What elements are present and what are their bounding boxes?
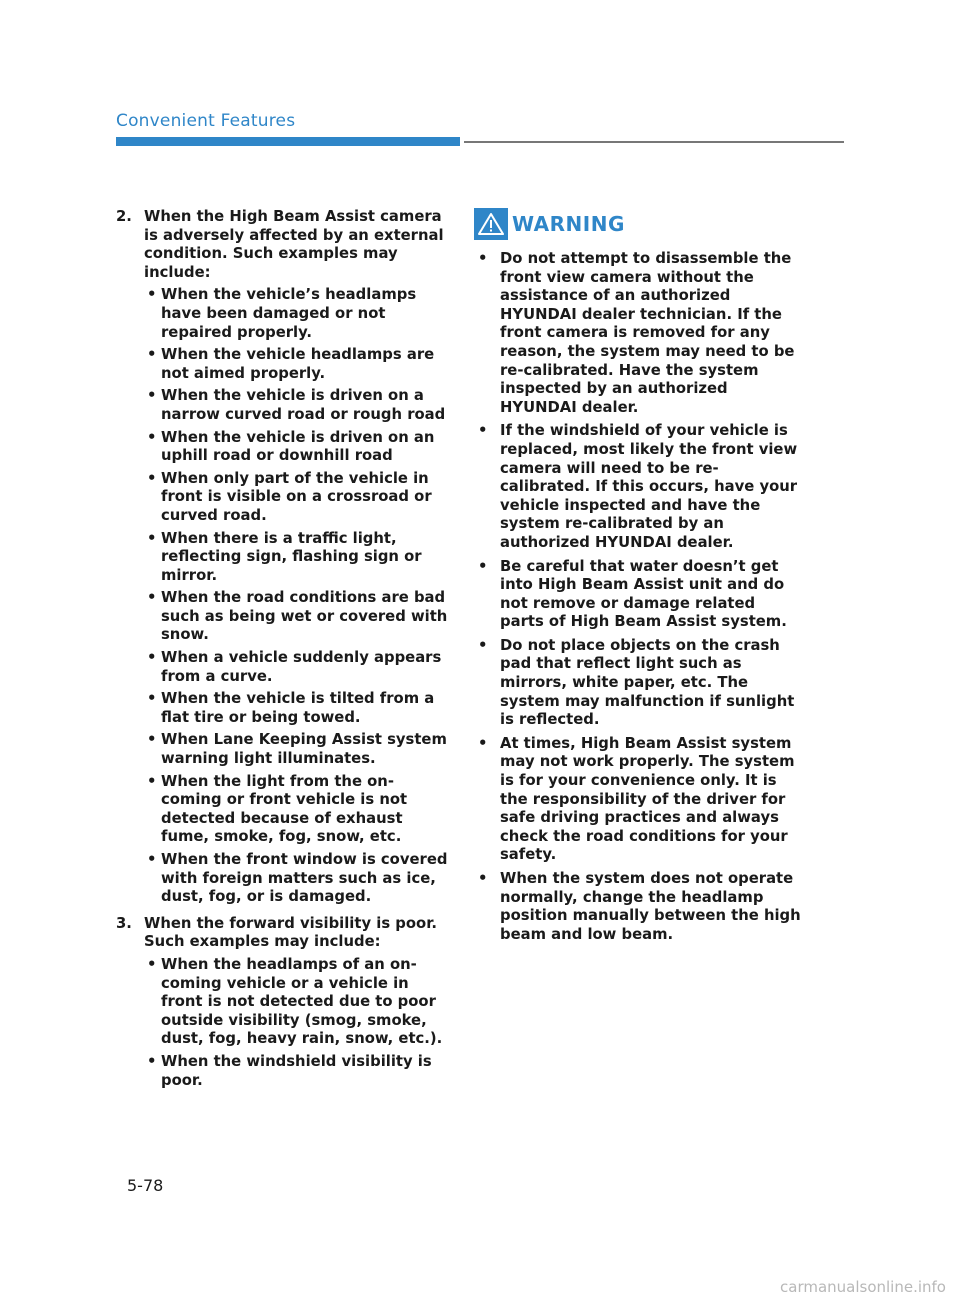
warning-header bbox=[474, 208, 804, 240]
list-item: • When the vehicle’s headlamps have been damaged or not repaired properly. bbox=[144, 286, 448, 342]
section-title: Convenient Features bbox=[116, 111, 296, 131]
bullet-icon: • bbox=[147, 955, 157, 973]
list-item: • When the vehicle is tilted from a flat tire or being towed. bbox=[144, 690, 448, 727]
bullet-icon: • bbox=[147, 469, 157, 487]
page-number: 5-78 bbox=[127, 1176, 164, 1195]
left-column bbox=[116, 208, 448, 1094]
item-text: When the High Beam Assist camera is adversely affected by an external condition. Such examples may include: bbox=[144, 208, 444, 281]
bullet-icon: • bbox=[147, 346, 157, 364]
warning-bullet-list bbox=[474, 250, 804, 944]
bullet-icon: • bbox=[147, 529, 157, 547]
item-number: 3. bbox=[116, 914, 132, 932]
list-item: • When there is a traffic light, reflecting sign, flashing sign or mirror. bbox=[144, 530, 448, 586]
list-item: • When the windshield visibility is poor. bbox=[144, 1053, 448, 1090]
list-item: • When the road conditions are bad such as being wet or covered with snow. bbox=[144, 589, 448, 645]
warning-label: WARNING bbox=[512, 211, 625, 236]
list-item: • When the system does not operate normally, change the headlamp position manually between the high beam and low beam. bbox=[474, 870, 804, 944]
header-rule-accent bbox=[116, 137, 460, 146]
bullet-icon: • bbox=[147, 1052, 157, 1070]
right-column bbox=[474, 208, 804, 949]
list-item: • Do not place objects on the crash pad that reflect light such as mirrors, white paper, etc. The system may malfunction if sunlight is reflected. bbox=[474, 637, 804, 730]
bullet-icon: • bbox=[478, 734, 488, 752]
item-number: 2. bbox=[116, 208, 132, 225]
bullet-icon: • bbox=[147, 387, 157, 405]
list-item: • When Lane Keeping Assist system warning light illuminates. bbox=[144, 731, 448, 768]
bullet-icon: • bbox=[147, 286, 157, 304]
bullet-icon: • bbox=[147, 649, 157, 667]
list-item: • When the vehicle is driven on a narrow curved road or rough road bbox=[144, 387, 448, 424]
bullet-icon: • bbox=[147, 428, 157, 446]
numbered-item bbox=[116, 208, 448, 911]
item-text: When the forward visibility is poor. Such examples may include: bbox=[144, 914, 438, 951]
bullet-icon: • bbox=[147, 851, 157, 868]
bullet-icon: • bbox=[147, 589, 157, 607]
header-rule-gray bbox=[464, 141, 844, 143]
numbered-item bbox=[116, 915, 448, 1094]
list-item: • When the light from the on-coming or front vehicle is not detected because of exhaust fume, smoke, fog, snow, etc. bbox=[144, 773, 448, 847]
watermark: carmanualsonline.info bbox=[780, 1278, 946, 1296]
list-item: • When the headlamps of an on-coming vehicle or a vehicle in front is not detected due to poor outside visibility (smog, smoke, dust, fog, heavy rain, snow, etc.). bbox=[144, 956, 448, 1049]
list-item: • When the vehicle headlamps are not aimed properly. bbox=[144, 346, 448, 383]
list-item: • Be careful that water doesn’t get into High Beam Assist unit and do not remove or damage related parts of High Beam Assist system. bbox=[474, 558, 804, 632]
list-item: • When the vehicle is driven on an uphill road or downhill road bbox=[144, 429, 448, 466]
list-item: • When a vehicle suddenly appears from a curve. bbox=[144, 649, 448, 686]
bullet-icon: • bbox=[478, 636, 488, 654]
list-item: • If the windshield of your vehicle is replaced, most likely the front view camera will need to be re-calibrated. If this occurs, have your vehicle inspected and have the system re-calibrated by an authorized HYUNDAI dealer. bbox=[474, 422, 804, 552]
bullet-icon: • bbox=[147, 731, 157, 749]
bullet-icon: • bbox=[478, 557, 488, 575]
warning-triangle-icon bbox=[474, 208, 508, 240]
bullet-icon: • bbox=[478, 870, 488, 887]
list-item: • When the front window is covered with foreign matters such as ice, dust, fog, or is damaged. bbox=[144, 851, 448, 907]
sub-bullet-list bbox=[144, 286, 448, 906]
bullet-icon: • bbox=[147, 690, 157, 708]
list-item: • Do not attempt to disassemble the front view camera without the assistance of an authorized HYUNDAI dealer technician. If the front camera is removed for any reason, the system may need to be re-calibrated. Have the system inspected by an authorized HYUNDAI dealer. bbox=[474, 250, 804, 417]
list-item: • When only part of the vehicle in front is visible on a crossroad or curved road. bbox=[144, 470, 448, 526]
list-item: • At times, High Beam Assist system may not work properly. The system is for your convenience only. It is the responsibility of the driver for safe driving practices and always check the road conditions for your safety. bbox=[474, 735, 804, 865]
bullet-icon: • bbox=[147, 772, 157, 790]
bullet-icon: • bbox=[478, 250, 488, 267]
bullet-icon: • bbox=[478, 422, 488, 440]
sub-bullet-list bbox=[144, 956, 448, 1090]
